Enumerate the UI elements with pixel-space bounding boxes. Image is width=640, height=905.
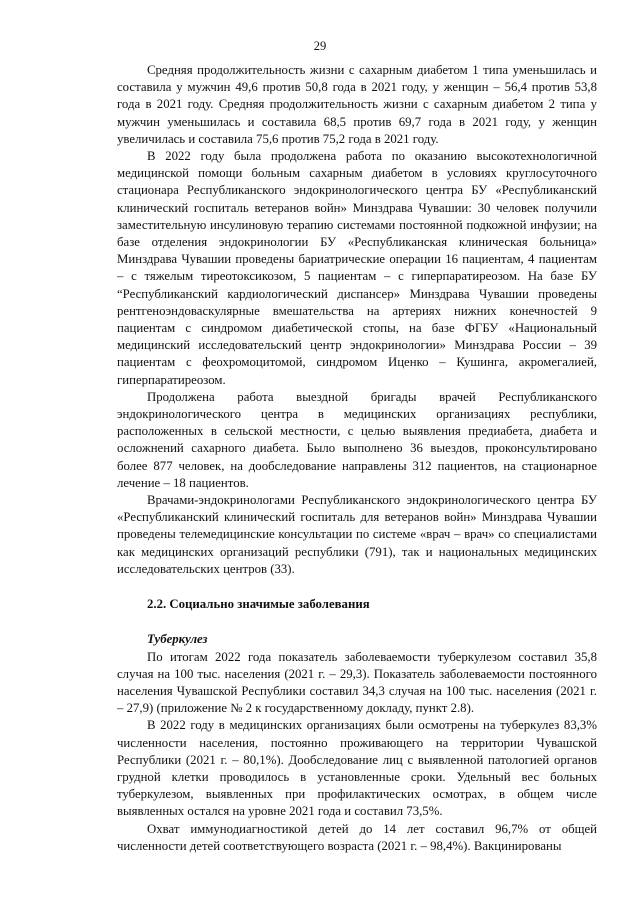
paragraph-tb-children: Охват иммунодиагностикой детей до 14 лет составил 96,7% от общей численности детей соответствующего возраста (2021 г. – 98,4%). Вакцинированы — [117, 821, 597, 853]
paragraph-high-tech-care: В 2022 году была продолжена работа по оказанию высокотехнологичной медицинской помощи больным сахарным диабетом в условиях круглосуточного стационара Республиканского эндокринологического центра БУ «Республиканский клинический госпиталь ветеранов войн» Минздрава Чувашии: 30 человек получили заместительную инсулиновую терапию системами постоянной подкожной инфузии; на базе отделения эндокринологии БУ «Республиканская клиническая больница» Минздрава Чувашии проведены бариатрические операции 16 пациентам, 4 пациентам – с тяжелым тиреотоксикозом, 5 пациентам – с гиперпаратиреозом. На базе БУ “Республиканский кардиологический диспансер» Минздрава Чувашии проведены рентгеноэндоваскулярные вмешательства на артериях нижних конечностей 9 пациентам с синдромом диабетической стопы, на базе ФГБУ «Национальный медицинский исследовательский центр эндокринологии» Минздрава России – 39 пациентам с феохромоцитомой, синдромом Иценко – Кушинга, акромегалией, гиперпаратиреозом. — [117, 149, 597, 387]
section-heading: 2.2. Социально значимые заболевания — [147, 597, 370, 612]
paragraph-field-team: Продолжена работа выездной бригады врачей Республиканского эндокринологического центра в медицинских организациях республики, расположенных в сельской местности, с целью выявления предиабета, диабета и осложнений сахарного диабета. Было выполнено 36 выездов, проконсультировано более 877 человек, на дообследование направлены 312 пациентов, на стационарное лечение – 18 пациентов. — [117, 389, 597, 490]
subheading-tuberculosis: Туберкулез — [147, 632, 208, 647]
page-number: 29 — [313, 39, 327, 53]
paragraph-telemedicine: Врачами-эндокринологами Республиканского эндокринологического центра БУ «Республиканский клинический госпиталь для ветеранов войн» Минздрава Чувашии проведены телемедицинские консультации по системе «врач – врач» со специалистами как медицинских организаций республики (791), так и национальных медицинских исследовательских центров (33). — [117, 493, 597, 576]
paragraph-life-expectancy: Средняя продолжительность жизни с сахарным диабетом 1 типа уменьшилась и составила у мужчин 49,6 против 50,8 года в 2021 году, у женщин – 56,4 против 53,8 года в 2021 году. Средняя продолжительность жизни с сахарным диабетом 2 типа у мужчин уменьшилась и составила 68,5 против 69,7 года в 2021 году, у женщин увеличилась и составила 75,6 против 75,2 года в 2021 году. — [117, 63, 597, 146]
paragraph-tb-screening: В 2022 году в медицинских организациях были осмотрены на туберкулез 83,3% численности населения, постоянно проживающего на территории Чувашской Республики (2021 г. – 80,1%). Дообследование лиц с выявленной патологией органов грудной клетки проводилось в установленные сроки. Удельный вес больных туберкулезом, выявленных при профилактических осмотрах, в общем числе выявленных остался на уровне 2021 года и составил 73,5%. — [117, 718, 597, 819]
page-content — [117, 62, 597, 855]
paragraph-tb-incidence: По итогам 2022 года показатель заболеваемости туберкулезом составил 35,8 случая на 100 тыс. населения (2021 г. – 29,3). Показатель заболеваемости постоянного населения Чувашской Республики составил 34,3 случая на 100 тыс. населения (2021 г. – 27,9) (приложение № 2 к государственному докладу, пункт 2.8). — [117, 649, 597, 716]
